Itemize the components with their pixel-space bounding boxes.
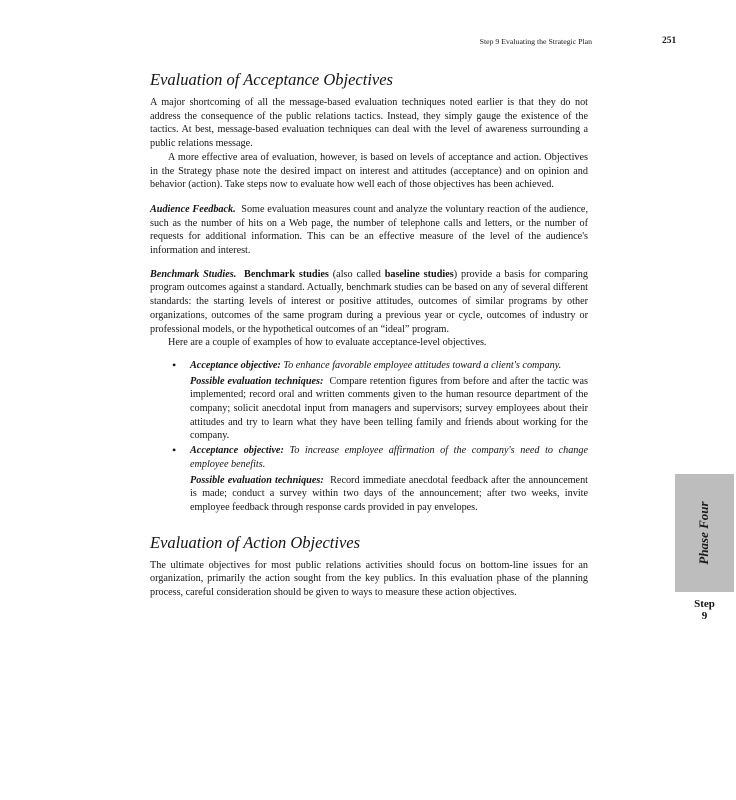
paragraph-action-objectives: The ultimate objectives for most public relations activities should focus on bottom-line issues for an organization, primarily the action sought from the key publics. In this evaluation phase of the planning process, careful consideration should be given to ways to measure these action objectives.	[150, 559, 588, 599]
bullet-icon: •	[172, 357, 177, 372]
techniques-text: Compare retention figures from before and after the tactic was implemented; record oral and written comments given to the human resource department of the company; solicit anecdotal input from managers and supervisors; survey employees about their attitudes and try to learn what they have been telling family and friends about working for the company.	[190, 375, 589, 442]
page-body	[150, 70, 588, 600]
also-called-text: (also called	[332, 268, 381, 280]
objective-label: Acceptance objective:	[190, 359, 281, 371]
section-heading-action: Evaluation of Action Objectives	[150, 532, 361, 552]
techniques-line	[190, 375, 588, 444]
section-heading-acceptance: Evaluation of Acceptance Objectives	[150, 70, 393, 89]
objective-text: To increase employee affirmation of the company's need to change employee benefits.	[190, 445, 589, 470]
paragraph-shortcoming: A major shortcoming of all the message-based evaluation techniques noted earlier is that they do not address the consequence of the public relations tactics. Instead, they simply gauge the existence of the tactics. At best, message-based evaluation techniques can deal with the level of awareness surrounding a public relations message.	[150, 97, 588, 150]
run-in-heading-benchmark-studies: Benchmark Studies.	[150, 268, 237, 280]
benchmark-studies-text: ) provide a basis for comparing program outcomes against a standard. Actually, benchmark studies can be based on any of several different standards: the starting levels of interest or positive attitudes, outcomes of similar programs by other organizations, outcomes of the same program during a previous year or cycle, outcomes of industry or professional models, or the hypothetical outcomes of an “ideal” program.	[150, 268, 588, 335]
step-number: 9	[701, 610, 708, 622]
techniques-label: Possible evaluation techniques:	[190, 474, 324, 486]
phase-side-tab	[675, 474, 734, 592]
term-baseline-studies: baseline studies	[384, 268, 454, 280]
step-indicator	[675, 598, 734, 622]
paragraph-benchmark-studies	[150, 268, 588, 337]
paragraph-examples-intro: Here are a couple of examples of how to evaluate acceptance-level objectives.	[168, 337, 487, 349]
techniques-line	[190, 474, 588, 515]
term-benchmark-studies: Benchmark studies	[244, 268, 329, 280]
techniques-label: Possible evaluation techniques:	[190, 375, 324, 387]
step-label: Step	[694, 598, 715, 610]
example-item-2	[150, 444, 588, 515]
running-head: Step 9 Evaluating the Strategic Plan	[479, 37, 592, 46]
paragraph-effective-evaluation: A more effective area of evaluation, however, is based on levels of acceptance and action. Objectives in the Strategy phase note the desired impact on interest and attitudes (acceptance) and on opinion and behavior (action). Take steps now to evaluate how well each of those objectives has been achieved.	[150, 151, 588, 191]
objective-line	[190, 359, 588, 373]
run-in-heading-audience-feedback: Audience Feedback.	[150, 203, 236, 215]
audience-feedback-text: Some evaluation measures count and analyze the voluntary reaction of the audience, such as the number of hits on a Web page, the number of telephone calls and letters, or the number of requests for additional information. This can be an effective measure of the level of the audience's information and interest.	[150, 203, 588, 257]
paragraph-audience-feedback	[150, 203, 588, 258]
examples-list	[150, 359, 588, 515]
objective-text: To enhance favorable employee attitudes toward a client's company.	[283, 359, 562, 371]
example-item-1	[150, 359, 588, 443]
page-number: 251	[662, 36, 677, 46]
bullet-icon: •	[172, 443, 177, 458]
phase-label: Phase Four	[696, 501, 711, 565]
techniques-text: Record immediate anecdotal feedback after the announcement is made; conduct a survey within two days of the announcement; after two weeks, invite employee feedback through response cards provided in pay envelopes.	[190, 474, 589, 513]
objective-label: Acceptance objective:	[190, 445, 284, 457]
objective-line	[190, 444, 588, 471]
